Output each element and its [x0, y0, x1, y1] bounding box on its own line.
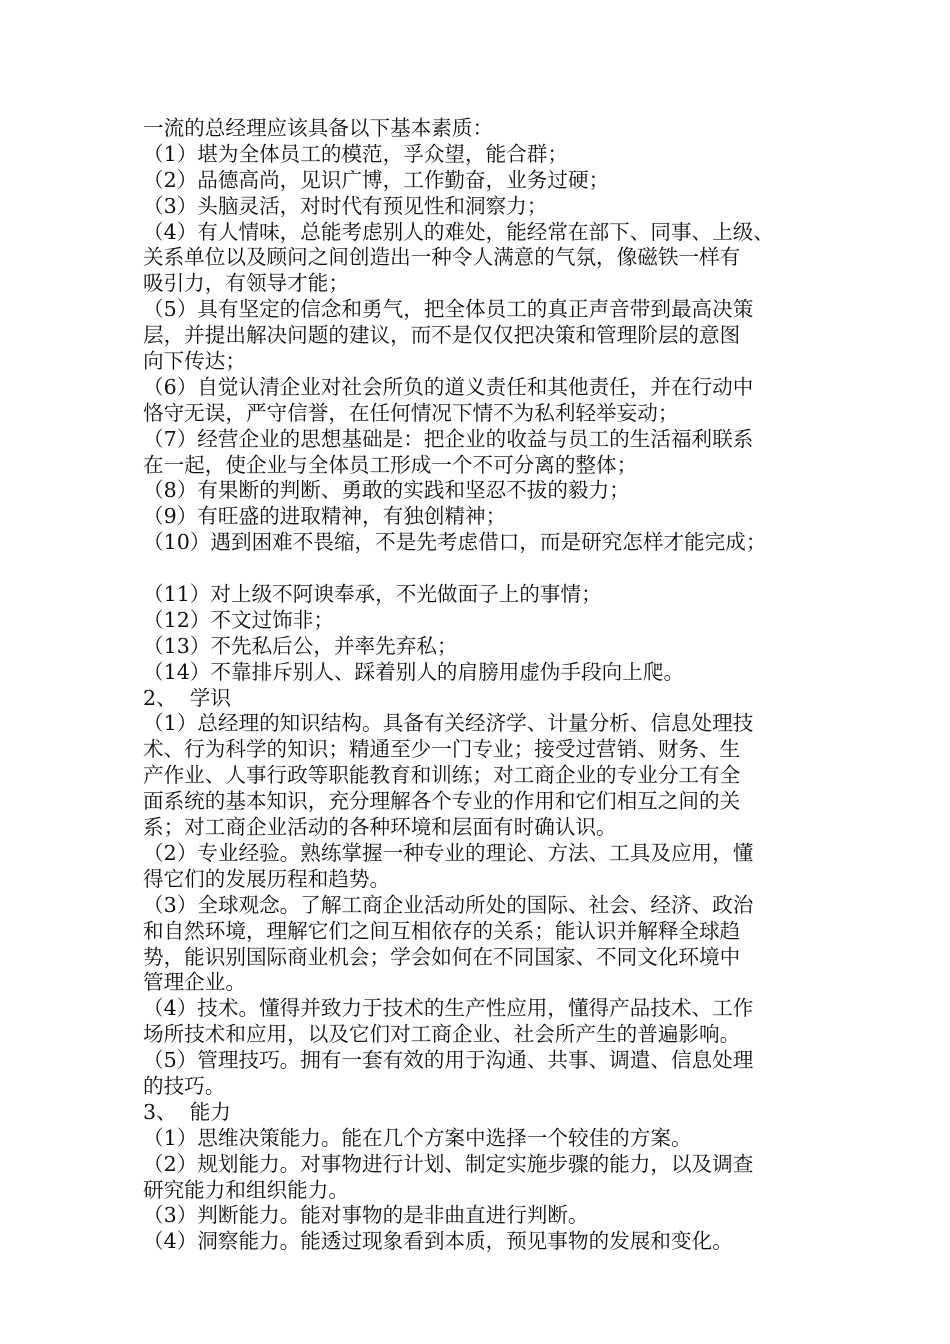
- text-line: 场所技术和应用，以及它们对工商企业、社会所产生的普遍影响。: [143, 1022, 741, 1047]
- text-line: 吸引力，有领导才能；: [143, 271, 349, 296]
- text-line: （14）不靠排斥别人、踩着别人的肩膀用虚伪手段向上爬。: [143, 659, 685, 684]
- text-line: （12）不文过饰非；: [143, 607, 334, 632]
- text-line: （11）对上级不阿谀奉承，不光做面子上的事情；: [143, 582, 602, 607]
- text-line: （7）经营企业的思想基础是：把企业的收益与员工的生活福利联系: [143, 426, 754, 451]
- text-line: （2）专业经验。熟练掌握一种专业的理论、方法、工具及应用，懂: [143, 840, 754, 865]
- text-line: （10）遇到困难不畏缩，不是先考虑借口，而是研究怎样才能完成；: [143, 530, 767, 555]
- text-line: 在一起，使企业与全体员工形成一个不可分离的整体；: [143, 452, 638, 477]
- blank-line: [143, 556, 833, 582]
- text-line: 面系统的基本知识，充分理解各个专业的作用和它们相互之间的关: [143, 789, 741, 814]
- text-line: 层，并提出解决问题的建议，而不是仅仅把决策和管理阶层的意图: [143, 323, 741, 348]
- text-line: 2、 学识: [143, 685, 231, 710]
- text-line: （1）思维决策能力。能在几个方案中选择一个较佳的方案。: [143, 1125, 692, 1150]
- text-line: （3）判断能力。能对事物的是非曲直进行判断。: [143, 1203, 589, 1228]
- text-line: （5）管理技巧。拥有一套有效的用于沟通、共事、调遣、信息处理: [143, 1048, 754, 1073]
- text-line: 研究能力和组织能力。: [143, 1177, 349, 1202]
- text-line: （2）品德高尚，见识广博，工作勤奋，业务过硬；: [143, 167, 610, 192]
- text-line: （3）全球观念。了解工商企业活动所处的国际、社会、经济、政治: [143, 892, 754, 917]
- text-line: （6）自觉认清企业对社会所负的道义责任和其他责任，并在行动中: [143, 374, 754, 399]
- text-line: 关系单位以及顾问之间创造出一种令人满意的气氛，像磁铁一样有: [143, 245, 741, 270]
- text-line: 向下传达；: [143, 349, 246, 374]
- text-line: （13）不先私后公，并率先弃私；: [143, 633, 458, 658]
- text-line: （3）头脑灵活，对时代有预见性和洞察力；: [143, 193, 548, 218]
- text-line: （8）有果断的判断、勇敢的实践和坚忍不拔的毅力；: [143, 478, 630, 503]
- text-line: 产作业、人事行政等职能教育和训练；对工商企业的专业分工有全: [143, 763, 741, 788]
- document-body: [143, 116, 833, 1255]
- text-line: 势，能识别国际商业机会；学会如何在不同国家、不同文化环境中: [143, 944, 741, 969]
- text-line: 一流的总经理应该具备以下基本素质：: [143, 116, 494, 140]
- text-line: 得它们的发展历程和趋势。: [143, 866, 391, 891]
- text-line: 3、 能力: [143, 1099, 231, 1124]
- text-line: （4）洞察能力。能透过现象看到本质，预见事物的发展和变化。: [143, 1229, 733, 1254]
- text-line: 管理企业。: [143, 970, 246, 995]
- text-line: 的技巧。: [143, 1073, 226, 1098]
- text-line: 和自然环境，理解它们之间互相依存的关系；能认识并解释全球趋: [143, 918, 741, 943]
- text-line: （4）有人情味，总能考虑别人的难处，能经常在部下、同事、上级、: [143, 219, 774, 244]
- text-line: 恪守无误，严守信誉，在任何情况下情不为私利轻举妄动；: [143, 400, 679, 425]
- text-line: 术、行为科学的知识；精通至少一门专业；接受过营销、财务、生: [143, 737, 741, 762]
- text-line: （4）技术。懂得并致力于技术的生产性应用，懂得产品技术、工作: [143, 996, 754, 1021]
- text-line: （5）具有坚定的信念和勇气，把全体员工的真正声音带到最高决策: [143, 297, 754, 322]
- text-line: （2）规划能力。对事物进行计划、制定实施步骤的能力，以及调查: [143, 1151, 754, 1176]
- text-line: （1）总经理的知识结构。具备有关经济学、计量分析、信息处理技: [143, 711, 754, 736]
- text-line: 系；对工商企业活动的各种环境和层面有时确认识。: [143, 815, 617, 840]
- text-line: （9）有旺盛的进取精神，有独创精神；: [143, 504, 507, 529]
- text-line: （1）堪为全体员工的模范，孚众望，能合群；: [143, 141, 568, 166]
